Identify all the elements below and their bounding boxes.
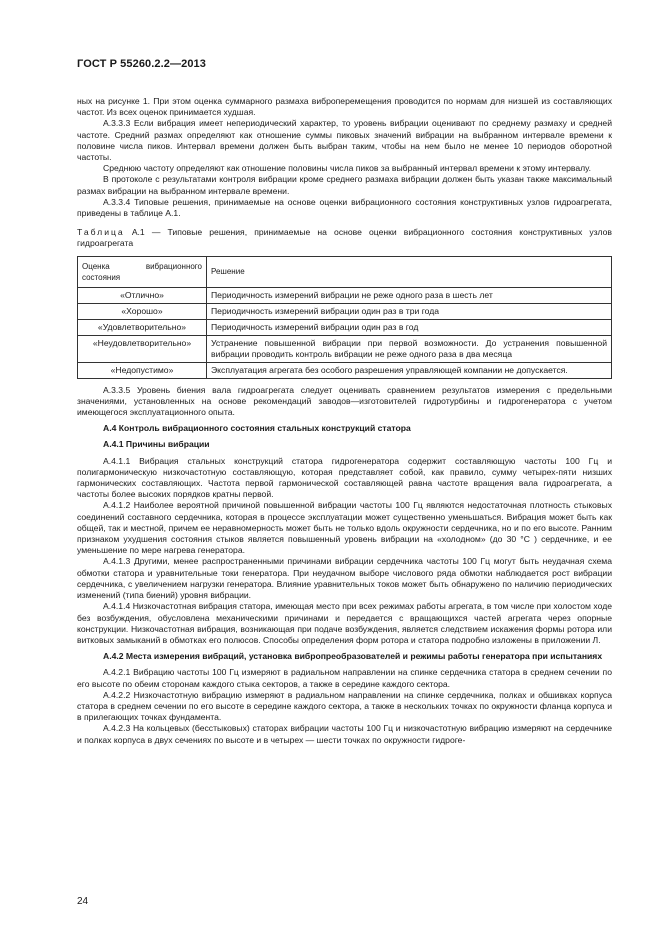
page-body (77, 96, 612, 746)
section-heading: А.4 Контроль вибрационного состояния стальных конструкций статора (103, 423, 411, 434)
table-header-decision: Решение (207, 256, 612, 287)
table-row (78, 362, 612, 378)
table-cell-state: «Удовлетворительно» (78, 319, 207, 335)
paragraph: А.3.3.4 Типовые решения, принимаемые на основе оценки вибрационного состояния конструктивных узлов гидроагрегата, приведены в таблице А.1. (77, 196, 612, 219)
paragraph: ных на рисунке 1. При этом оценка суммарного размаха виброперемещения проводится по нормам для низшей из составляющих частот. Из всех оценок принимается худшая. (77, 96, 612, 118)
table-header-row (78, 256, 612, 287)
table-cell-state: «Недопустимо» (78, 362, 207, 378)
table-header-state: Оценка вибрационного состояния (78, 256, 207, 287)
table-cell-state: «Неудовлетворительно» (78, 335, 207, 362)
subsection-heading: А.4.1 Причины вибрации (103, 439, 210, 450)
table-cell-decision: Устранение повышенной вибрации при первой возможности. До устранения повышенной вибрации проводить контроль вибрации не реже одного раза в два месяца (207, 335, 612, 362)
paragraph: А.4.2.1 Вибрацию частоты 100 Гц измеряют в радиальном направлении на спинке сердечника статора в среднем сечении по его высоте по обеим сторонам каждого стыка секторов, а также в середине каждого сектора. (77, 667, 612, 689)
table-caption-text: А.1 — Типовые решения, принимаемые на основе оценки вибрационного состояния конструктивных узлов гидроагрегата (77, 227, 612, 249)
table-cell-decision: Эксплуатация агрегата без особого разрешения управляющей компании не допускается. (207, 362, 612, 378)
paragraph: А.4.2.2 Низкочастотную вибрацию измеряют в радиальном направлении на спинке сердечника, полках и обшивках корпуса статора в среднем сечении по его высоте в середине каждого сектора, а также в нескольких точках по окружности фланца корпуса и в прилегающих точках фундамента. (77, 689, 612, 723)
paragraph: А.4.1.2 Наиболее вероятной причиной повышенной вибрации частоты 100 Гц являются недостаточная плотность стыковых соединений составного сердечника, которая в процессе эксплуатации может существенно уменьшаться. Вибрация может быть как общей, так и местной, причем ее неравномерность может быть не только вдоль окружности сердечника, но и по его высоте. Ранним признаком ухудшения состояния стыков является повышенный уровень вибрации на «холодном» (до 30 °С ) сердечнике, и ее уменьшение по мере нагрева генератора. (77, 500, 612, 556)
paragraph: А.4.1.4 Низкочастотная вибрация статора, имеющая место при всех режимах работы агрегата, в том числе при холостом ходе без возбуждения, обусловлена механическими причинами и передается с вращающихся частей агрегата через опорные конструкции. Низкочастотная вибрация, возникающая при подаче возбуждения, является следствием искажения формы ротора или витковых замыканий в обмотках его полюсов. Способы определения форм ротора и статора подробно изложены в приложении Л. (77, 601, 612, 645)
table-caption (77, 227, 612, 249)
page-number: 24 (77, 896, 89, 907)
table-cell-decision: Периодичность измерений вибрации не реже одного раза в шесть лет (207, 287, 612, 303)
table-row (78, 287, 612, 303)
table-row (78, 319, 612, 335)
table-cell-decision: Периодичность измерений вибрации один раз в три года (207, 303, 612, 319)
table-cell-state: «Хорошо» (78, 303, 207, 319)
table-cell-state: «Отлично» (78, 287, 207, 303)
table-cell-decision: Периодичность измерений вибрации один раз в год (207, 319, 612, 335)
table-row (78, 335, 612, 362)
decision-table (77, 256, 612, 379)
paragraph: В протоколе с результатами контроля вибрации кроме среднего размаха вибрации должен быть указан также максимальный размах вибрации на выбранном интервале времени. (77, 174, 612, 196)
paragraph: А.3.3.3 Если вибрация имеет непериодический характер, то уровень вибрации оценивают по среднему размаху и средней частоте. Средний размах определяют как отношение суммы пиковых значений вибрации на выбранном интервале времени к половине числа пиков. Интервал времени должен быть выбран таким, чтобы на нем было не менее 10 периодов оборотной частоты. (77, 118, 612, 163)
paragraph: Среднюю частоту определяют как отношение половины числа пиков за выбранный интервал времени к этому интервалу. (103, 163, 592, 174)
paragraph: А.4.2.3 На кольцевых (бесстыковых) статорах вибрации частоты 100 Гц и низкочастотную вибрацию измеряют на сердечнике и полках корпуса в двух сечениях по высоте и в четырех — шести точках по окружности гидроге- (77, 723, 612, 745)
paragraph: А.3.3.5 Уровень биения вала гидроагрегата следует оценивать сравнением результатов измерения с предельными значениями, установленных на основе рекомендаций заводов—изготовителей гидротурбины и гидрогенератора с учетом имеющегося эксплуатационного опыта. (77, 384, 612, 418)
paragraph: А.4.1.3 Другими, менее распространенными причинами вибрации сердечника частоты 100 Гц могут быть неудачная схема обмотки статора и уравнительные токи генератора. При неудачном выборе числового ряда обмотки наблюдается рост вибрации сердечника, с увеличением нагрузки генератора. Влияние уравнительных токов может быть обнаружено по наличию периодических изменений (типа биений) уровня вибрации. (77, 556, 612, 601)
table-row (78, 303, 612, 319)
document-header: ГОСТ Р 55260.2.2—2013 (77, 58, 206, 70)
paragraph: А.4.1.1 Вибрация стальных конструкций статора гидрогенератора содержит составляющую частоты 100 Гц и полигармоническую низкочастотную составляющую, которая представляет собой, как правило, сумму четырех-пяти низших гармонических составляющих. Частота первой гармонической составляющей равна частоте вращения вала гидроагрегата, а частоты более высоких порядков кратны первой. (77, 455, 612, 500)
table-caption-label: Таблица (77, 227, 125, 238)
subsection-heading: А.4.2 Места измерения вибраций, установка вибропреобразователей и режимы работы генератора при испытаниях (103, 651, 603, 662)
